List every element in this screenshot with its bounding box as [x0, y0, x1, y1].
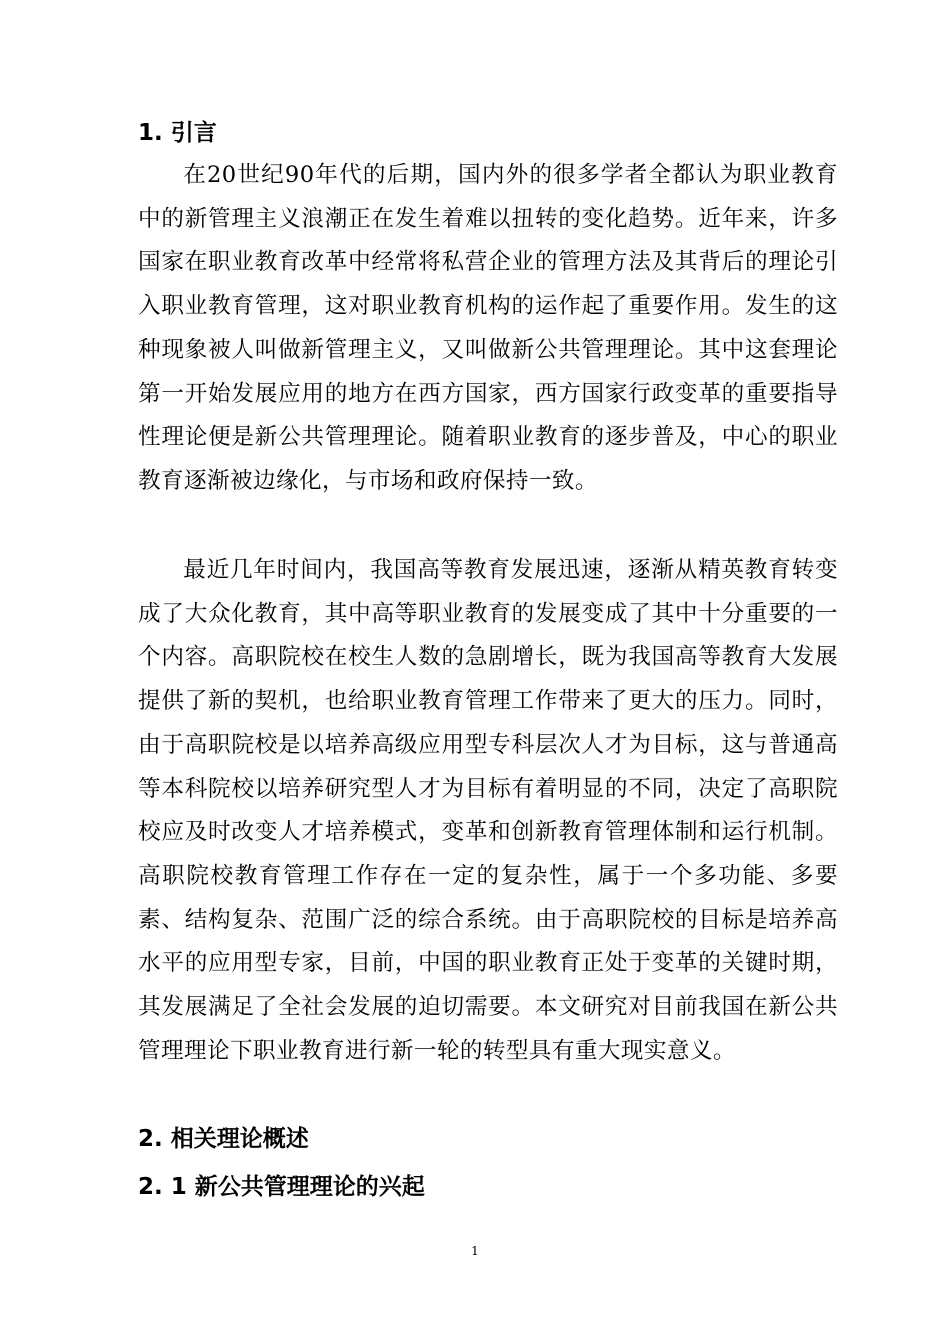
section-heading-related-theory: 2. 相关理论概述 [138, 1126, 309, 1152]
subsection-heading-npm-rise: 2. 1 新公共管理理论的兴起 [138, 1174, 425, 1200]
page-number: 1 [471, 1244, 479, 1258]
paragraph-2: 最近几年时间内，我国高等教育发展迅速，逐渐从精英教育转变成了大众化教育，其中高等职业教育的发展变成了其中十分重要的一个内容。高职院校在校生人数的急剧增长，既为我国高等教育大发展提供了新的契机，也给职业教育管理工作带来了更大的压力。同时，由于高职院校是以培养高级应用型专科层次人才为目标，这与普通高等本科院校以培养研究型人才为目标有着明显的不同，决定了高职院校应及时改变人才培养模式，变革和创新教育管理体制和运行机制。高职院校教育管理工作存在一定的复杂性，属于一个多功能、多要素、结构复杂、范围广泛的综合系统。由于高职院校的目标是培养高水平的应用型专家，目前，中国的职业教育正处于变革的关键时期，其发展满足了全社会发展的迫切需要。本文研究对目前我国在新公共管理理论下职业教育进行新一轮的转型具有重大现实意义。 [138, 557, 838, 1064]
section-heading-introduction: 1. 引言 [138, 120, 217, 146]
paragraph-1: 在20世纪90年代的后期，国内外的很多学者全都认为职业教育中的新管理主义浪潮正在发生着难以扭转的变化趋势。近年来，许多国家在职业教育改革中经常将私营企业的管理方法及其背后的理论引入职业教育管理，这对职业教育机构的运作起了重要作用。发生的这种现象被人叫做新管理主义，又叫做新公共管理理论。其中这套理论第一开始发展应用的地方在西方国家，西方国家行政变革的重要指导性理论便是新公共管理理论。随着职业教育的逐步普及，中心的职业教育逐渐被边缘化，与市场和政府保持一致。 [138, 162, 838, 494]
